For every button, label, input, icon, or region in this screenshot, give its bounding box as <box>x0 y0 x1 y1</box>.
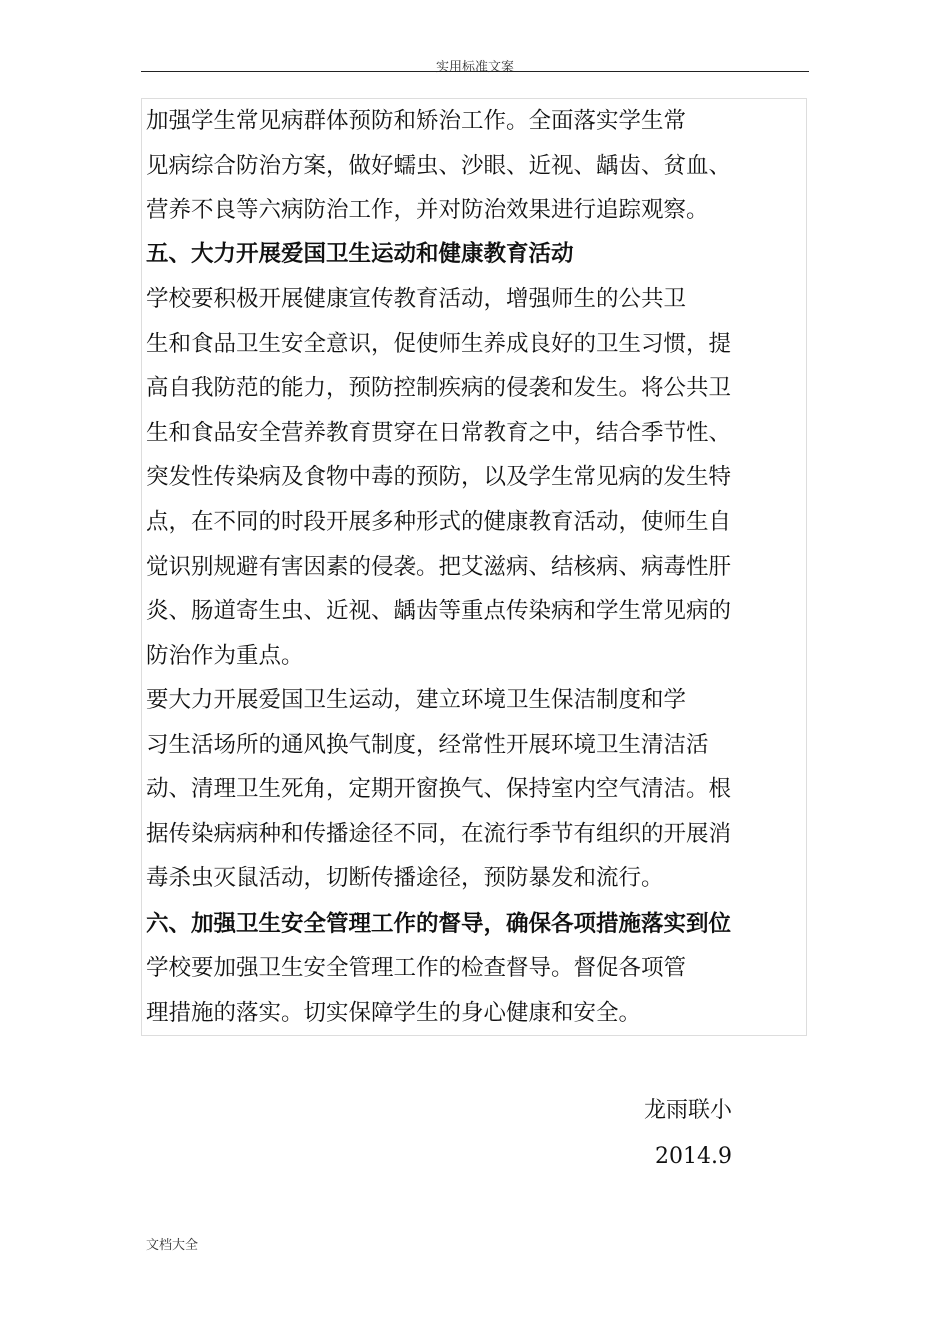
page-header-title: 实用标准文案 <box>435 60 514 75</box>
text-line: 营养不良等六病防治工作，并对防治效果进行追踪观察。 <box>146 197 709 224</box>
text-line: 生和食品卫生安全意识，促使师生养成良好的卫生习惯，提 <box>146 330 732 357</box>
text-line: 理措施的落实。切实保障学生的身心健康和安全。 <box>146 999 642 1026</box>
text-line: 学校要加强卫生安全管理工作的检查督导。督促各项管 <box>146 955 687 981</box>
text-line: 突发性传染病及食物中毒的预防，以及学生常见病的发生特 <box>146 464 732 491</box>
text-line: 加强学生常见病群体预防和矫治工作。全面落实学生常 <box>146 108 687 134</box>
text-line: 据传染病病种和传播途径不同，在流行季节有组织的开展消 <box>146 820 732 847</box>
section-heading-5: 五、大力开展爱国卫生运动和健康教育活动 <box>146 241 574 267</box>
section-heading-6: 六、加强卫生安全管理工作的督导，确保各项措施落实到位 <box>146 911 732 937</box>
paragraph-disease-prevention <box>146 99 806 233</box>
signature-date: 2014.9 <box>655 1144 732 1169</box>
header-divider <box>141 71 809 72</box>
text-line: 高自我防范的能力，预防控制疾病的侵袭和发生。将公共卫 <box>146 375 732 402</box>
paragraph-health-education <box>146 277 806 678</box>
text-line: 要大力开展爱国卫生运动，建立环境卫生保洁制度和学 <box>146 687 687 713</box>
text-line: 见病综合防治方案，做好蠕虫、沙眼、近视、龋齿、贫血、 <box>146 152 732 179</box>
text-line: 生和食品安全营养教育贯穿在日常教育之中，结合季节性、 <box>146 419 732 446</box>
signature-organization: 龙雨联小 <box>644 1098 733 1123</box>
text-line: 学校要积极开展健康宣传教育活动，增强师生的公共卫 <box>146 286 687 312</box>
paragraph-patriotic-hygiene <box>146 678 806 901</box>
text-line: 毒杀虫灭鼠活动，切断传播途径，预防暴发和流行。 <box>146 865 664 892</box>
text-line: 点，在不同的时段开展多种形式的健康教育活动，使师生自 <box>146 508 732 535</box>
text-line: 习生活场所的通风换气制度，经常性开展环境卫生清洁活 <box>146 731 709 758</box>
text-line: 动、清理卫生死角，定期开窗换气、保持室内空气清洁。根 <box>146 776 732 803</box>
page-footer-text: 文档大全 <box>146 1238 199 1253</box>
text-line: 防治作为重点。 <box>146 642 304 669</box>
text-line: 觉识别规避有害因素的侵袭。把艾滋病、结核病、病毒性肝 <box>146 553 732 580</box>
text-line: 炎、肠道寄生虫、近视、龋齿等重点传染病和学生常见病的 <box>146 598 732 625</box>
paragraph-supervision <box>146 946 806 1035</box>
